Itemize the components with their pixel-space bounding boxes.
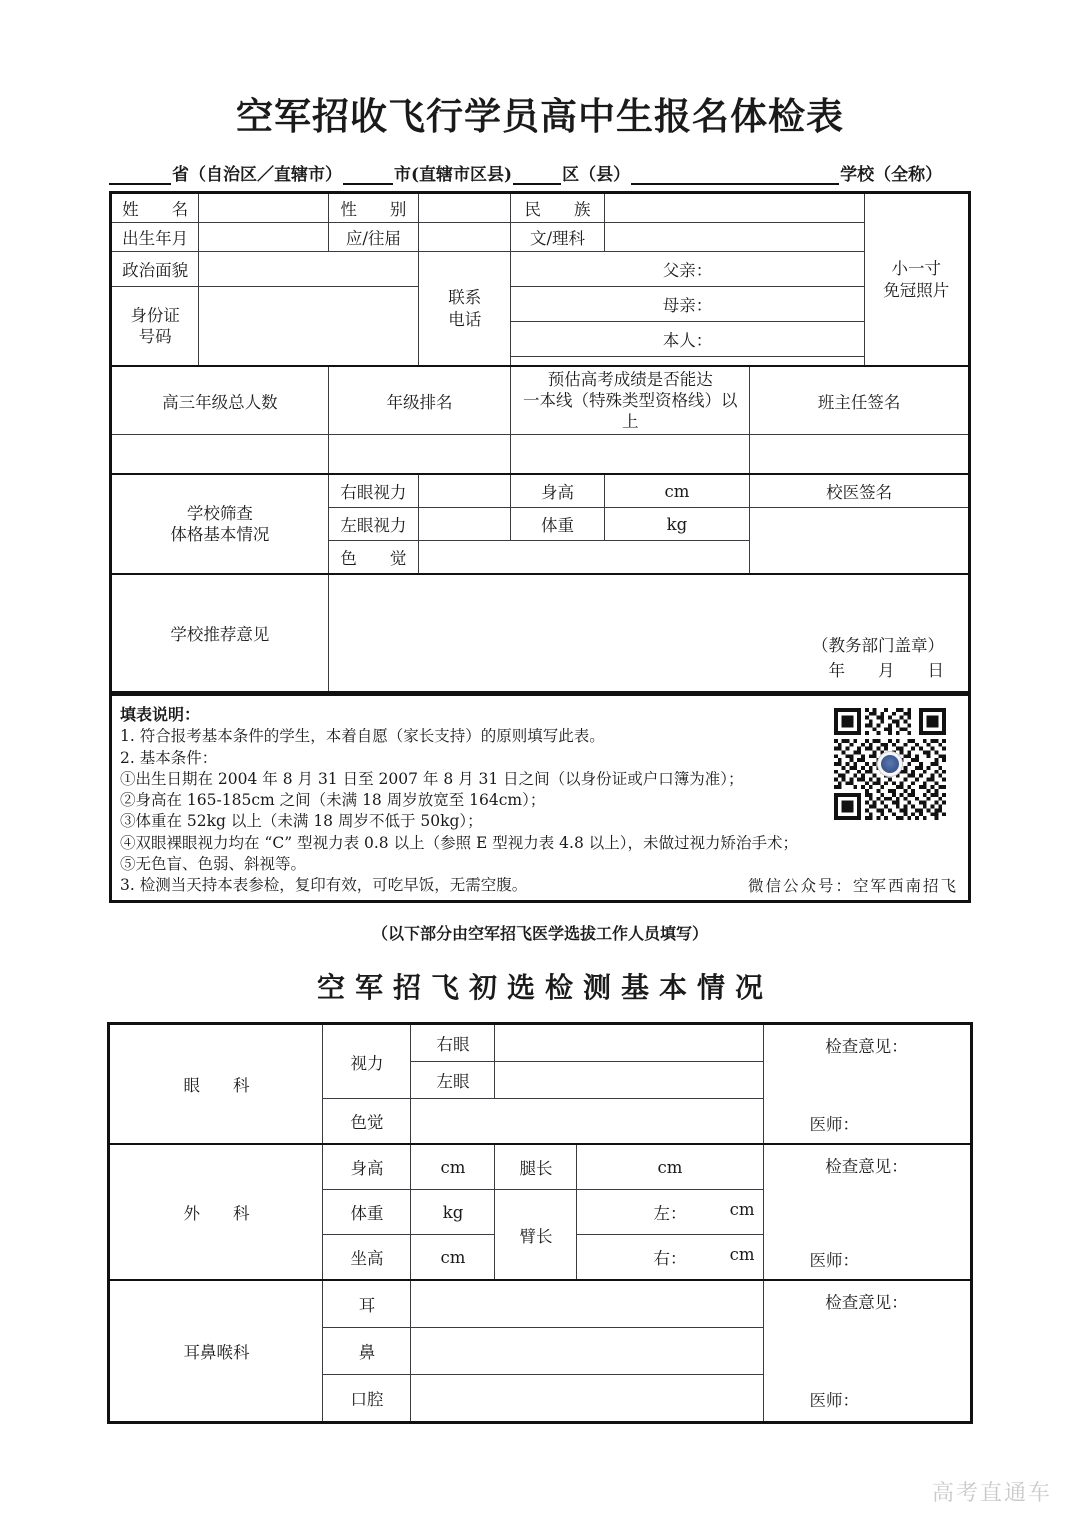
instruction-line: 3. 检测当天持本表参检，复印有效，可吃早饭，无需空腹。 xyxy=(120,875,528,894)
table-row xyxy=(109,1144,971,1190)
table-row xyxy=(111,574,970,693)
screening-label-line1: 学校筛查 xyxy=(186,504,253,524)
city-blank[interactable] xyxy=(343,166,393,185)
surgery-height-value[interactable] xyxy=(411,1144,495,1190)
height-label: 身高 xyxy=(511,474,604,508)
arm-left-value[interactable] xyxy=(577,1190,763,1235)
id-label-line1: 身份证 xyxy=(130,305,180,325)
contact-phone-label xyxy=(419,252,511,367)
surgery-weight-value[interactable] xyxy=(411,1190,495,1235)
id-number-value[interactable] xyxy=(199,287,419,367)
name-label: 姓 名 xyxy=(111,193,199,223)
weight-unit: kg xyxy=(666,514,688,534)
surgery-section-label: 外 科 xyxy=(109,1144,323,1280)
eye-opinion-label: 检查意见： xyxy=(825,1037,908,1057)
table-row xyxy=(111,252,970,287)
instruction-line: ⑤无色盲、色弱、斜视等。 xyxy=(120,854,307,873)
height-unit: cm xyxy=(664,481,690,501)
eye-color-vision-label: 色觉 xyxy=(323,1099,411,1145)
leg-length-unit: cm xyxy=(657,1157,683,1177)
ent-opinion-label: 检查意见： xyxy=(825,1293,908,1313)
examiner-note: （以下部分由空军招飞医学选拔工作人员填写） xyxy=(371,924,708,944)
weight-value[interactable] xyxy=(604,508,750,541)
surgery-weight-label: 体重 xyxy=(323,1190,411,1235)
teacher-sign-value[interactable] xyxy=(750,435,970,475)
surgery-weight-unit: kg xyxy=(442,1202,464,1222)
sitting-height-value[interactable] xyxy=(411,1235,495,1281)
watermark: 高考直通车 xyxy=(931,1481,1052,1506)
instruction-line: ①出生日期在 2004 年 8 月 31 日至 2007 年 8 月 31 日之间（以身份证或户口簿为准）； xyxy=(120,769,744,788)
graduate-type-label: 应/往届 xyxy=(328,223,418,252)
photo-label-line2: 免冠照片 xyxy=(883,280,950,300)
instruction-line: ②身高在 165-185cm 之间（未满 18 周岁放宽至 164cm）； xyxy=(120,791,546,810)
province-label: 省（自治区／直辖市） xyxy=(172,165,342,185)
height-value[interactable] xyxy=(604,474,750,508)
birth-label: 出生年月 xyxy=(111,223,199,252)
rank-label: 年级排名 xyxy=(328,366,511,435)
leg-length-label: 腿长 xyxy=(495,1144,577,1190)
table-row xyxy=(111,193,970,223)
ear-label: 耳 xyxy=(323,1280,411,1328)
screening-label-line2: 体格基本情况 xyxy=(170,525,270,545)
photo-label-line1: 小一寸 xyxy=(891,259,942,279)
self-label: 本人： xyxy=(662,331,713,350)
registration-form-table xyxy=(109,191,971,694)
arm-right-label: 右： xyxy=(653,1249,687,1269)
city-label: 市(直辖市区县) xyxy=(394,165,513,185)
contact-label-line2: 电话 xyxy=(448,309,482,329)
surgery-height-unit: cm xyxy=(440,1157,466,1177)
father-phone-field[interactable] xyxy=(511,252,864,287)
instructions-block xyxy=(109,694,971,903)
eye-right-label: 右眼 xyxy=(411,1024,495,1062)
province-blank[interactable] xyxy=(109,166,171,185)
color-vision-label: 色 觉 xyxy=(328,541,418,575)
school-blank[interactable] xyxy=(631,166,839,185)
gender-label: 性 别 xyxy=(328,193,418,223)
right-eye-vision-value[interactable] xyxy=(419,474,511,508)
page-title: 空军招收飞行学员高中生报名体检表 xyxy=(236,94,844,138)
color-vision-value[interactable] xyxy=(419,541,750,575)
mother-phone-field[interactable] xyxy=(511,287,864,322)
qr-code-block xyxy=(834,708,954,820)
mouth-value[interactable] xyxy=(411,1375,763,1423)
district-label: 区（县） xyxy=(562,165,631,185)
total-students-label: 高三年级总人数 xyxy=(111,366,329,435)
id-number-label xyxy=(111,287,199,367)
left-eye-vision-label: 左眼视力 xyxy=(328,508,418,541)
mother-label: 母亲： xyxy=(662,296,713,315)
estimate-label-line2: 一本线（特殊类型资格线）以上 xyxy=(523,391,738,432)
instruction-line: 1. 符合报考基本条件的学生，本着自愿（家长支持）的原则填写此表。 xyxy=(120,727,605,746)
section-title: 空军招飞初选检测基本情况 xyxy=(316,971,773,1005)
eye-doctor-label: 医师： xyxy=(809,1115,859,1135)
total-students-value[interactable] xyxy=(111,435,329,475)
surgery-opinion-cell[interactable] xyxy=(763,1144,971,1280)
eye-color-vision-value[interactable] xyxy=(411,1099,763,1145)
instruction-line: ③体重在 52kg 以上（未满 18 周岁不低于 50kg）； xyxy=(120,812,483,831)
political-label: 政治面貌 xyxy=(111,252,199,287)
school-doctor-sign-value[interactable] xyxy=(750,508,970,575)
eye-section-label: 眼 科 xyxy=(109,1024,323,1145)
right-eye-vision-label: 右眼视力 xyxy=(328,474,418,508)
table-row xyxy=(111,474,970,508)
eye-right-value[interactable] xyxy=(495,1024,763,1062)
preliminary-exam-table xyxy=(107,1022,972,1424)
region-header-line xyxy=(109,160,971,185)
arm-left-unit: cm xyxy=(729,1200,755,1220)
estimate-label xyxy=(511,366,750,435)
track-value[interactable] xyxy=(604,223,864,252)
wechat-account-label: 微信公众号：空军西南招飞 xyxy=(747,877,958,896)
surgery-height-label: 身高 xyxy=(323,1144,411,1190)
seal-label: （教务部门盖章） xyxy=(812,635,944,655)
arm-right-unit: cm xyxy=(729,1245,755,1265)
ent-doctor-label: 医师： xyxy=(809,1391,859,1411)
recommend-value[interactable] xyxy=(328,574,969,693)
arm-right-value[interactable] xyxy=(577,1235,763,1281)
recommend-label: 学校推荐意见 xyxy=(111,574,329,693)
id-label-line2: 号码 xyxy=(138,327,172,346)
nose-value[interactable] xyxy=(411,1328,763,1375)
graduate-type-value[interactable] xyxy=(419,223,511,252)
ent-section-label: 耳鼻喉科 xyxy=(109,1280,323,1423)
screening-section-label xyxy=(111,474,329,574)
arm-length-label: 臂长 xyxy=(495,1190,577,1281)
mouth-label: 口腔 xyxy=(323,1375,411,1423)
political-value[interactable] xyxy=(199,252,419,287)
leg-length-value[interactable] xyxy=(577,1144,763,1190)
rank-value[interactable] xyxy=(328,435,511,475)
table-row xyxy=(109,1280,971,1328)
ethnicity-value[interactable] xyxy=(604,193,864,223)
eye-left-label: 左眼 xyxy=(411,1062,495,1099)
gender-value[interactable] xyxy=(419,193,511,223)
date-label: 年 月 日 xyxy=(828,660,944,680)
instruction-line: 2. 基本条件： xyxy=(120,748,218,767)
contact-label-line1: 联系 xyxy=(448,288,482,308)
instructions-title: 填表说明： xyxy=(120,705,201,725)
eye-left-value[interactable] xyxy=(495,1062,763,1099)
arm-left-label: 左： xyxy=(653,1204,687,1224)
school-doctor-sign-label: 校医签名 xyxy=(750,474,970,508)
qr-code-icon xyxy=(834,708,946,820)
father-label: 父亲： xyxy=(662,261,713,280)
surgery-doctor-label: 医师： xyxy=(809,1251,859,1271)
estimate-value[interactable] xyxy=(511,435,750,475)
surgery-opinion-label: 检查意见： xyxy=(825,1157,908,1177)
birth-value[interactable] xyxy=(199,223,328,252)
weight-label: 体重 xyxy=(511,508,604,541)
table-row xyxy=(111,287,970,322)
left-eye-vision-value[interactable] xyxy=(419,508,511,541)
estimate-label-line1: 预估高考成绩是否能达 xyxy=(547,370,713,389)
table-row xyxy=(111,223,970,252)
vision-label: 视力 xyxy=(323,1024,411,1099)
instruction-line: ④双眼裸眼视力均在 “C” 型视力表 0.8 以上（参照 E 型视力表 4.8 以上），未做过视力矫治手术； xyxy=(120,833,798,852)
ethnicity-label: 民 族 xyxy=(511,193,604,223)
ear-value[interactable] xyxy=(411,1280,763,1328)
photo-placeholder[interactable] xyxy=(864,193,969,367)
sitting-height-label: 坐高 xyxy=(323,1235,411,1281)
district-blank[interactable] xyxy=(513,166,561,185)
eye-opinion-cell[interactable] xyxy=(763,1024,971,1145)
teacher-sign-label: 班主任签名 xyxy=(750,366,970,435)
name-value[interactable] xyxy=(199,193,328,223)
self-phone-field[interactable] xyxy=(511,322,864,357)
table-row xyxy=(111,366,970,435)
nose-label: 鼻 xyxy=(323,1328,411,1375)
table-row xyxy=(111,435,970,475)
school-label: 学校（全称） xyxy=(840,165,943,185)
track-label: 文/理科 xyxy=(511,223,604,252)
sitting-height-unit: cm xyxy=(440,1247,466,1267)
table-row xyxy=(109,1024,971,1062)
ent-opinion-cell[interactable] xyxy=(763,1280,971,1423)
